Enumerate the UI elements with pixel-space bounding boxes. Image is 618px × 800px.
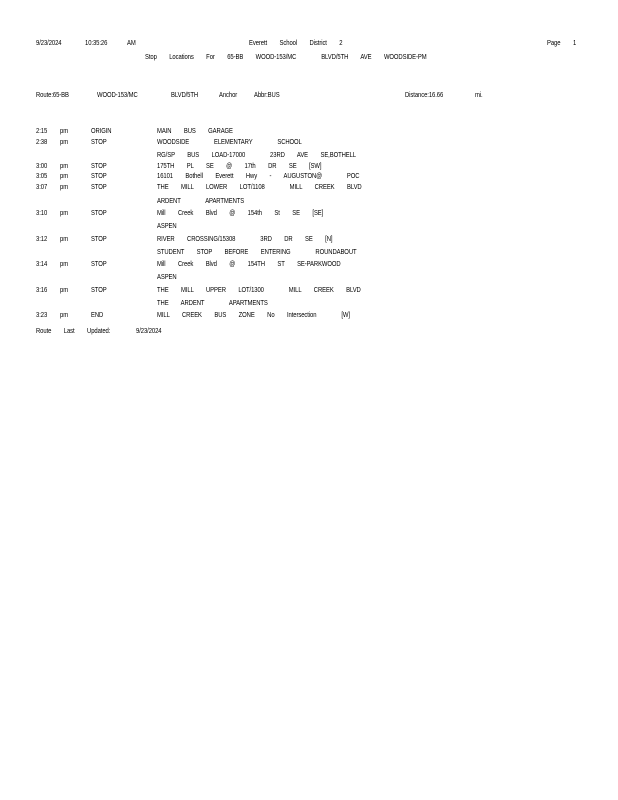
stop-type: STOP	[91, 285, 107, 294]
route-anchor: Anchor	[219, 90, 238, 99]
stop-time: 2:15	[36, 126, 48, 135]
stop-location: MILL CREEK BUS ZONE No Intersection [W]	[157, 310, 350, 319]
stop-ampm: pm	[60, 182, 69, 191]
stop-location: MAIN BUS GARAGE	[157, 126, 233, 135]
route-wood: WOOD-153/MC	[97, 90, 138, 99]
stop-location: Mill Creek Blvd @ 154TH ST SE-PARKWOOD	[157, 259, 341, 268]
stop-type: STOP	[91, 259, 107, 268]
stop-location: 16101 Bothell Everett Hwy - AUGUSTON@ POC	[157, 171, 360, 180]
route-distance: Distance:16.66	[405, 90, 444, 99]
route-id: Route:65-BB	[36, 90, 69, 99]
report-date: 9/23/2024	[36, 38, 62, 47]
stop-ampm: pm	[60, 171, 69, 180]
route-distance-unit: mi.	[475, 90, 483, 99]
stop-location: THE MILL UPPER LOT/1300 MILL CREEK BLVD	[157, 285, 361, 294]
report-time: 10:35:26	[85, 38, 108, 47]
stop-location-detail: RG/SP BUS LOAD-17000 23RD AVE SE,BOTHELL	[157, 150, 357, 159]
report-ampm: AM	[127, 38, 136, 47]
stop-location: RIVER CROSSING/15308 3RD DR SE [N]	[157, 234, 333, 243]
report-subtitle: Stop Locations For 65-BB WOOD-153/MC BLVD/5TH AVE WOODSIDE-PM	[145, 52, 427, 61]
stop-time: 3:12	[36, 234, 48, 243]
stop-ampm: pm	[60, 126, 69, 135]
stop-type: END	[91, 310, 104, 319]
stop-time: 3:23	[36, 310, 48, 319]
stop-type: STOP	[91, 137, 107, 146]
stop-type: STOP	[91, 208, 107, 217]
route-abbr: Abbr:BUS	[254, 90, 280, 99]
stop-type: STOP	[91, 161, 107, 170]
page-label: Page	[547, 38, 561, 47]
stop-type: STOP	[91, 182, 107, 191]
stop-ampm: pm	[60, 285, 69, 294]
stop-ampm: pm	[60, 234, 69, 243]
stop-type: ORIGIN	[91, 126, 112, 135]
stop-time: 3:10	[36, 208, 48, 217]
stop-location: Mill Creek Blvd @ 154th St SE [SE]	[157, 208, 324, 217]
stop-location-detail: ARDENT APARTMENTS	[157, 196, 245, 205]
stop-type: STOP	[91, 234, 107, 243]
route-last-updated-date: 9/23/2024	[136, 326, 162, 335]
stop-time: 3:16	[36, 285, 48, 294]
stop-ampm: pm	[60, 161, 69, 170]
stop-location-detail: ASPEN	[157, 272, 177, 281]
stop-ampm: pm	[60, 310, 69, 319]
route-blvd: BLVD/5TH	[171, 90, 199, 99]
stop-type: STOP	[91, 171, 107, 180]
page-number: 1	[573, 38, 577, 47]
stop-location: 175TH PL SE @ 17th DR SE [SW]	[157, 161, 322, 170]
stop-time: 2:38	[36, 137, 48, 146]
stop-time: 3:07	[36, 182, 48, 191]
stop-location-detail: ASPEN	[157, 221, 177, 230]
stop-time: 3:14	[36, 259, 48, 268]
stop-ampm: pm	[60, 259, 69, 268]
stop-time: 3:05	[36, 171, 48, 180]
stop-ampm: pm	[60, 137, 69, 146]
stop-location: THE MILL LOWER LOT/1108 MILL CREEK BLVD	[157, 182, 362, 191]
stop-ampm: pm	[60, 208, 69, 217]
stop-location: WOODSIDE ELEMENTARY SCHOOL	[157, 137, 302, 146]
district-title: Everett School District 2	[249, 38, 343, 47]
stop-location-detail: THE ARDENT APARTMENTS	[157, 298, 268, 307]
route-last-updated-label: Route Last Updated:	[36, 326, 111, 335]
stop-time: 3:00	[36, 161, 48, 170]
stop-location-detail: STUDENT STOP BEFORE ENTERING ROUNDABOUT	[157, 247, 357, 256]
